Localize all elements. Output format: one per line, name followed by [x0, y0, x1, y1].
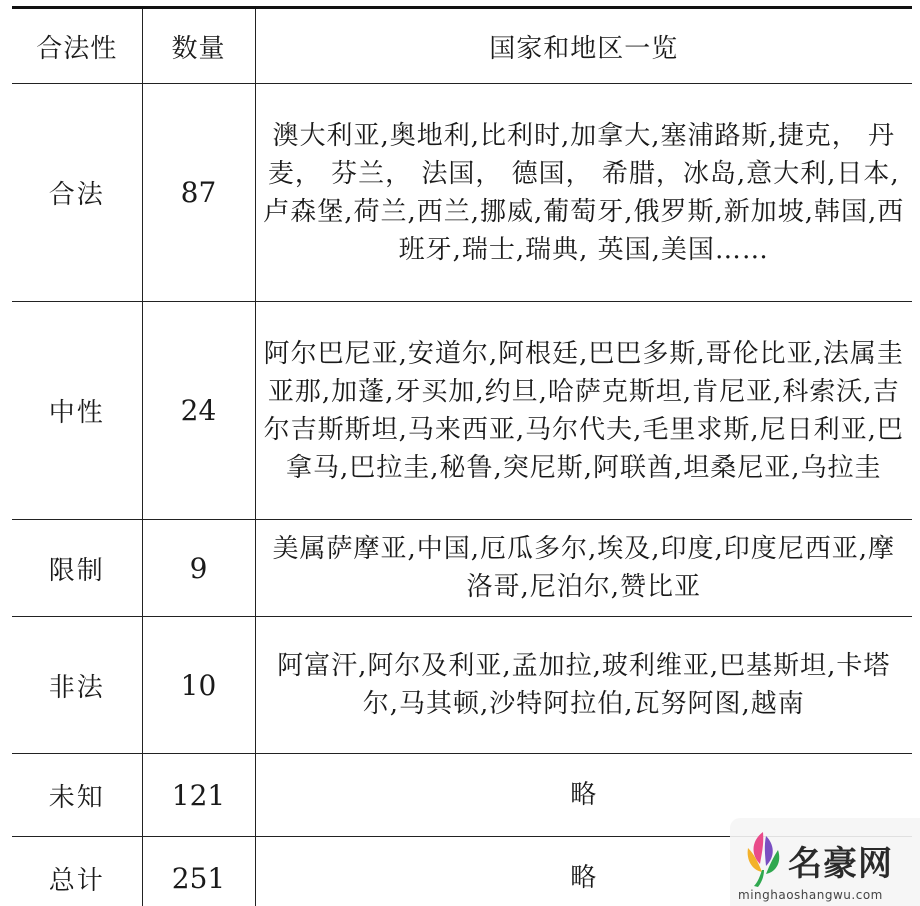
flower-logo-icon [740, 826, 786, 888]
count-cell: 24 [142, 302, 255, 520]
legality-cell: 合法 [12, 84, 142, 302]
site-watermark [730, 818, 920, 906]
table-row [12, 617, 912, 754]
header-regions: 国家和地区一览 [255, 8, 912, 84]
header-count: 数量 [142, 8, 255, 84]
header-legality: 合法性 [12, 8, 142, 84]
count-cell: 121 [142, 754, 255, 837]
count-cell: 87 [142, 84, 255, 302]
legality-table [12, 6, 912, 906]
table-row [12, 302, 912, 520]
legality-cell: 未知 [12, 754, 142, 837]
table-row [12, 84, 912, 302]
watermark-name: 名豪网 [788, 844, 893, 884]
watermark-url: minghaoshangwu.com [738, 888, 883, 902]
table-row [12, 520, 912, 617]
regions-cell: 美属萨摩亚,中国,厄瓜多尔,埃及,印度,印度尼西亚,摩洛哥,尼泊尔,赞比亚 [255, 520, 912, 617]
count-cell: 251 [142, 837, 255, 906]
header-row [12, 8, 912, 84]
regions-cell: 略 [255, 754, 912, 837]
legality-cell: 限制 [12, 520, 142, 617]
count-cell: 10 [142, 617, 255, 754]
legality-cell: 中性 [12, 302, 142, 520]
legality-cell: 总计 [12, 837, 142, 906]
regions-cell: 阿尔巴尼亚,安道尔,阿根廷,巴巴多斯,哥伦比亚,法属圭亚那,加蓬,牙买加,约旦,哈萨克斯坦,肯尼亚,科索沃,吉尔吉斯斯坦,马来西亚,马尔代夫,毛里求斯,尼日利亚,巴拿马,巴拉圭,秘鲁,突尼斯,阿联酋,坦桑尼亚,乌拉圭 [255, 302, 912, 520]
regions-cell: 阿富汗,阿尔及利亚,孟加拉,玻利维亚,巴基斯坦,卡塔尔,马其顿,沙特阿拉伯,瓦努阿图,越南 [255, 617, 912, 754]
regions-cell: 略 [255, 837, 912, 906]
legality-cell: 非法 [12, 617, 142, 754]
count-cell: 9 [142, 520, 255, 617]
regions-cell: 澳大利亚,奥地利,比利时,加拿大,塞浦路斯,捷克， 丹麦， 芬兰， 法国， 德国， 希腊，冰岛,意大利,日本,卢森堡,荷兰,西兰,挪威,葡萄牙,俄罗斯,新加坡,韩国,西班牙,瑞士,瑞典, 英国,美国…… [255, 84, 912, 302]
